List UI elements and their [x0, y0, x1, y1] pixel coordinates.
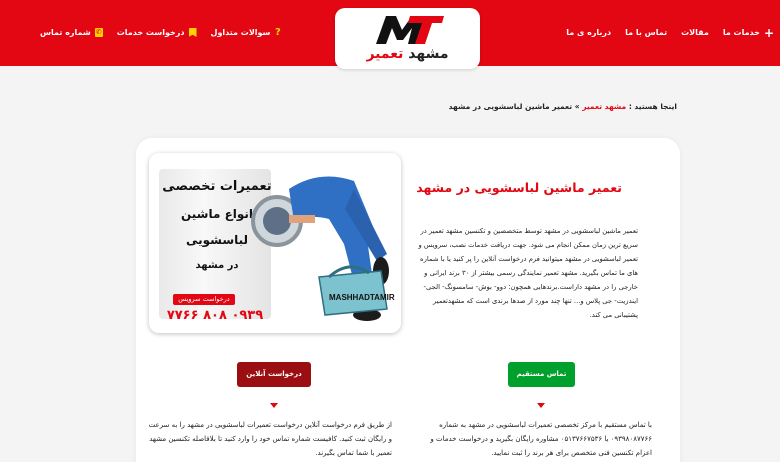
nav-contact-label: تماس با ما	[625, 28, 668, 37]
technician-illustration	[249, 159, 399, 329]
nav-articles-label: مقالات	[681, 28, 709, 37]
hero-image	[149, 153, 401, 333]
nav-about[interactable]	[566, 28, 611, 37]
hero-line-2: انواع ماشین	[180, 207, 254, 221]
bookmark-icon	[189, 28, 197, 37]
hero-line-4: در مشهد	[195, 260, 239, 271]
nav-articles[interactable]	[681, 28, 709, 37]
phone-link-label: شماره تماس	[40, 28, 91, 37]
toolbox-label: MASHHADTAMIR	[329, 293, 395, 302]
service-request-label: درخواست خدمات	[116, 28, 185, 37]
phone-icon: ✆	[95, 28, 102, 36]
arrow-down-icon	[537, 403, 545, 408]
online-request-text: از طریق فرم درخواست آنلاین درخواست تعمیرات لباسشویی در مشهد را به سرعت و رایگان ثبت کنید. کافیست شماره تماس خود را وارد کنید تا بلافاصله تکنسین مشهد تعمیر با شما تماس بگیرند.	[148, 421, 392, 457]
hero-line-1: تعمیرات تخصصی	[162, 179, 272, 194]
main-nav	[566, 25, 774, 40]
quick-links	[40, 28, 281, 37]
direct-call-text: با تماس مستقیم با مرکز تخصصی تعمیرات لباسشویی در مشهد به شماره ۰۹۳۹۸۰۸۷۷۶۶ یا ۰۵۱۳۷۶۶۷۵۳۶ مشاوره رایگان بگیرید و درخواست خدمات و اعزام تکنسین فنی متخصص برای هر برند را ثبت نمایید.	[430, 421, 652, 457]
breadcrumb	[449, 102, 677, 111]
online-request-button[interactable]: درخواست آنلاین	[237, 362, 311, 387]
intro-paragraph: تعمیر ماشین لباسشویی در مشهد توسط متخصصین و تکنسین مشهد تعمیر در سریع ترین زمان ممکن انجام می شود. جهت دریافت خدمات نصب، سرویس و تعمیر لباسشویی در مشهد میتوانید فرم درخواست آنلاین را پر کنید یا با شماره های ما تماس بگیرید. مشهد تعمیر نمایندگی رسمی بیشتر از ۳۰ برند ایرانی و خارجی را در مشهد داراست.برندهایی همچون: دوو- بوش- سامسونگ- الجی- ایندزیت- جی پلاس و... تنها چند مورد از صدها برندی است که مشهدتعمیر پشتیبانی می کند.	[418, 227, 638, 319]
plus-icon: +	[763, 25, 774, 40]
phone-link[interactable]	[40, 28, 103, 37]
nav-services-label: خدمات ما	[722, 28, 760, 37]
nav-contact[interactable]	[625, 28, 667, 37]
breadcrumb-current: تعمیر ماشین لباسشویی در مشهد	[448, 102, 573, 111]
hero-line-3: لباسشویی	[185, 233, 249, 247]
page-title: تعمیر ماشین لباسشویی در مشهد	[416, 180, 622, 195]
hero-request-badge: درخواست سرویس	[173, 294, 235, 305]
faq-label: سوالات متداول	[210, 28, 271, 37]
logo-text	[335, 46, 480, 62]
direct-call-button[interactable]: تماس مستقیم	[508, 362, 575, 387]
breadcrumb-separator: »	[574, 102, 580, 111]
logo-text-red: تعمیر	[366, 46, 404, 62]
logo-mark-icon	[372, 12, 446, 46]
site-logo[interactable]	[335, 8, 480, 69]
faq-link[interactable]	[211, 28, 282, 37]
arrow-down-icon	[270, 403, 278, 408]
nav-services[interactable]	[722, 25, 774, 40]
breadcrumb-home[interactable]: مشهد تعمیر	[582, 102, 627, 111]
nav-about-label: درباره ی ما	[566, 28, 612, 37]
breadcrumb-prefix: اینجا هستید :	[628, 102, 677, 111]
question-icon: ?	[275, 27, 281, 38]
hero-phone: ۰۹۳۹ ۸۰۸ ۷۷۶۶	[166, 308, 264, 323]
service-request-link[interactable]	[117, 28, 197, 37]
logo-text-black: مشهد	[408, 46, 449, 62]
